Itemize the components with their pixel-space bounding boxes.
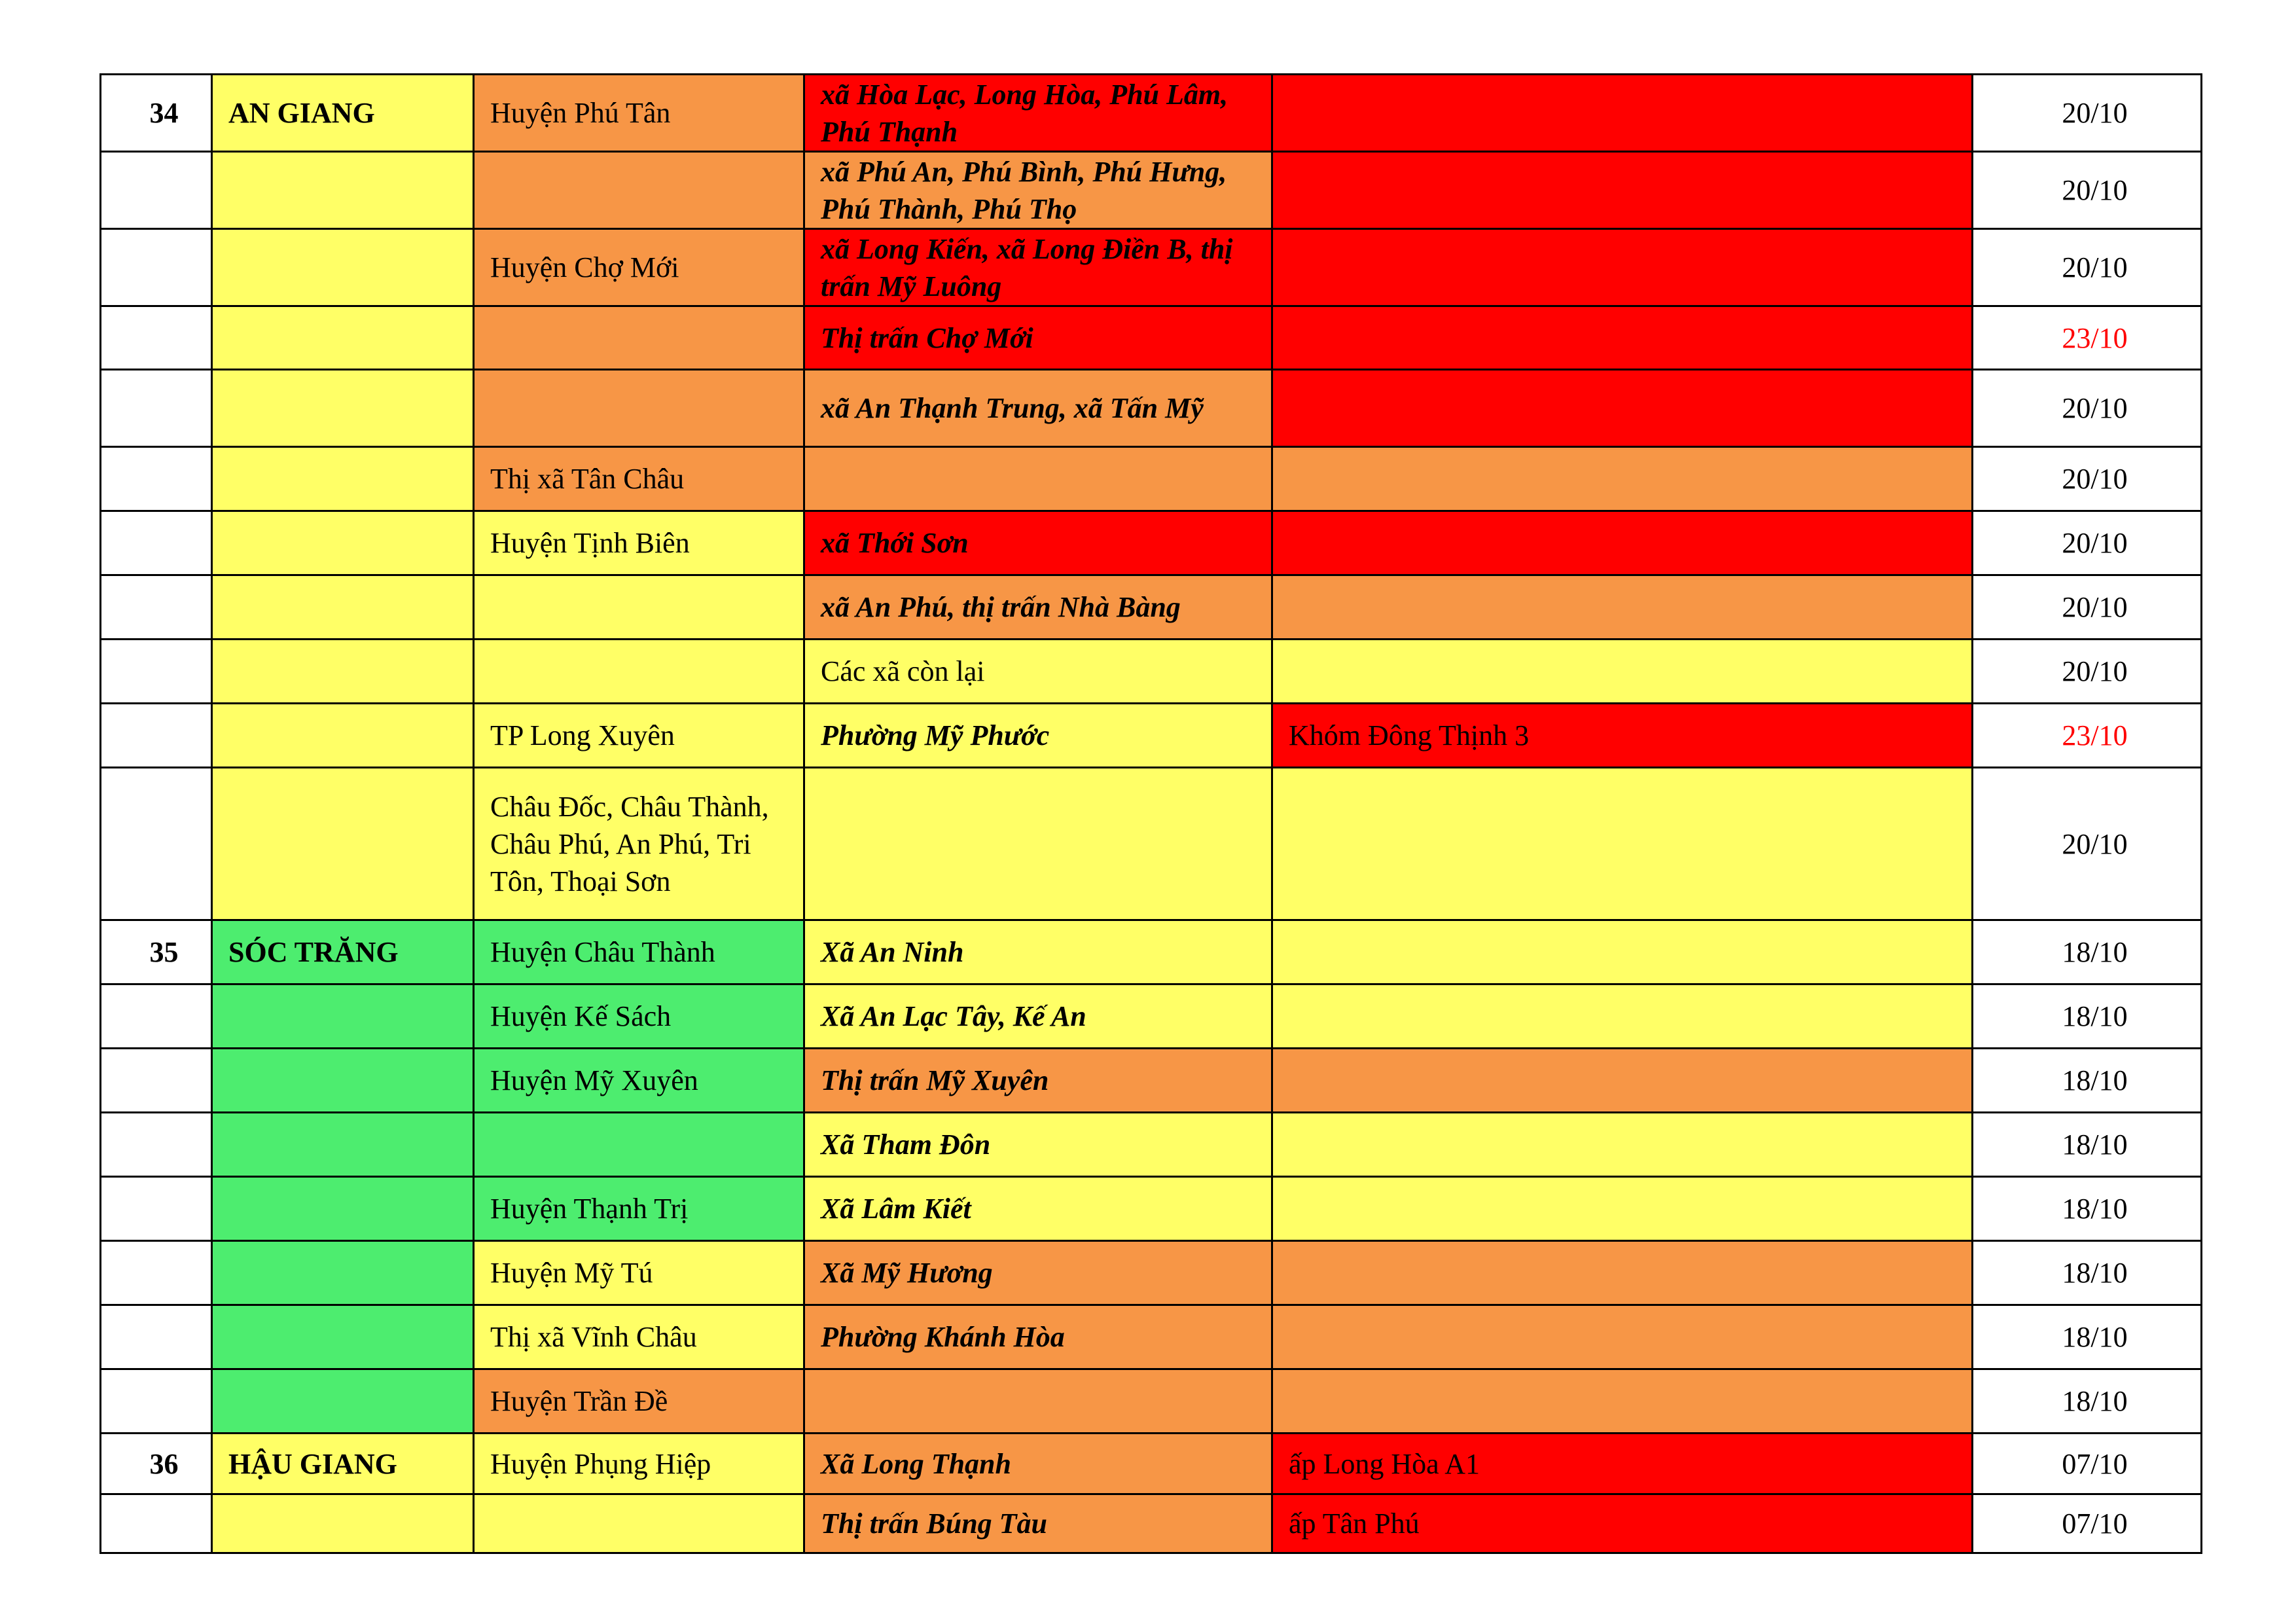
- date-cell: 20/10: [1973, 370, 2202, 447]
- province-cell: [212, 1113, 474, 1177]
- stt-cell: [101, 575, 212, 640]
- date-cell: 18/10: [1973, 1049, 2202, 1113]
- stt-cell: 36: [101, 1434, 212, 1494]
- date-cell: 07/10: [1973, 1494, 2202, 1553]
- province-cell: [212, 1305, 474, 1369]
- date-cell: 20/10: [1973, 511, 2202, 575]
- hamlet-cell: [1272, 75, 1973, 152]
- stt-cell: [101, 447, 212, 511]
- stt-cell: [101, 1177, 212, 1241]
- table-row: [101, 984, 2202, 1049]
- stt-cell: [101, 1494, 212, 1553]
- date-cell: 18/10: [1973, 920, 2202, 984]
- hamlet-cell: [1272, 1369, 1973, 1434]
- date-cell: 20/10: [1973, 229, 2202, 306]
- hamlet-cell: [1272, 1049, 1973, 1113]
- stt-cell: 35: [101, 920, 212, 984]
- ward-cell: Các xã còn lại: [804, 640, 1272, 704]
- stt-cell: [101, 1049, 212, 1113]
- hamlet-cell: [1272, 152, 1973, 229]
- province-cell: AN GIANG: [212, 75, 474, 152]
- province-cell: HẬU GIANG: [212, 1434, 474, 1494]
- stt-cell: [101, 511, 212, 575]
- district-cell: [474, 640, 804, 704]
- ward-cell: xã Thới Sơn: [804, 511, 1272, 575]
- table-row: [101, 1369, 2202, 1434]
- hamlet-cell: Khóm Đông Thịnh 3: [1272, 704, 1973, 768]
- province-cell: [212, 370, 474, 447]
- date-cell: 18/10: [1973, 1177, 2202, 1241]
- table-row: [101, 1434, 2202, 1494]
- district-cell: [474, 152, 804, 229]
- stt-cell: [101, 1113, 212, 1177]
- table-row: [101, 1177, 2202, 1241]
- district-cell: [474, 306, 804, 370]
- district-cell: Huyện Chợ Mới: [474, 229, 804, 306]
- ward-cell: Thị trấn Búng Tàu: [804, 1494, 1272, 1553]
- hamlet-cell: [1272, 511, 1973, 575]
- hamlet-cell: [1272, 1241, 1973, 1305]
- table-row: [101, 575, 2202, 640]
- table-row: [101, 1049, 2202, 1113]
- district-cell: Huyện Trần Đề: [474, 1369, 804, 1434]
- district-cell: Huyện Châu Thành: [474, 920, 804, 984]
- hamlet-cell: [1272, 984, 1973, 1049]
- date-cell: 18/10: [1973, 1305, 2202, 1369]
- date-cell: 18/10: [1973, 984, 2202, 1049]
- hamlet-cell: ấp Tân Phú: [1272, 1494, 1973, 1553]
- province-cell: [212, 1177, 474, 1241]
- ward-cell: Xã Lâm Kiết: [804, 1177, 1272, 1241]
- province-cell: [212, 704, 474, 768]
- ward-cell: Phường Khánh Hòa: [804, 1305, 1272, 1369]
- table-row: [101, 370, 2202, 447]
- hamlet-cell: [1272, 1177, 1973, 1241]
- table-row: [101, 1113, 2202, 1177]
- ward-cell: xã Long Kiến, xã Long Điền B, thị trấn Mỹ Luông: [804, 229, 1272, 306]
- table-row: [101, 1305, 2202, 1369]
- province-cell: SÓC TRĂNG: [212, 920, 474, 984]
- hamlet-cell: [1272, 306, 1973, 370]
- stt-cell: [101, 704, 212, 768]
- stt-cell: [101, 640, 212, 704]
- district-cell: [474, 1113, 804, 1177]
- date-cell: 23/10: [1973, 306, 2202, 370]
- district-cell: Huyện Thạnh Trị: [474, 1177, 804, 1241]
- table-row: [101, 1241, 2202, 1305]
- hamlet-cell: [1272, 229, 1973, 306]
- table-row: [101, 447, 2202, 511]
- date-cell: 20/10: [1973, 152, 2202, 229]
- ward-cell: [804, 447, 1272, 511]
- ward-cell: Xã Long Thạnh: [804, 1434, 1272, 1494]
- district-cell: Huyện Phụng Hiệp: [474, 1434, 804, 1494]
- stt-cell: [101, 370, 212, 447]
- stt-cell: [101, 1305, 212, 1369]
- ward-cell: xã An Phú, thị trấn Nhà Bàng: [804, 575, 1272, 640]
- province-cell: [212, 1369, 474, 1434]
- date-cell: 18/10: [1973, 1113, 2202, 1177]
- table-row: [101, 640, 2202, 704]
- province-cell: [212, 984, 474, 1049]
- ward-cell: xã Phú An, Phú Bình, Phú Hưng, Phú Thành, Phú Thọ: [804, 152, 1272, 229]
- date-cell: 20/10: [1973, 447, 2202, 511]
- date-cell: 20/10: [1973, 575, 2202, 640]
- ward-cell: xã An Thạnh Trung, xã Tấn Mỹ: [804, 370, 1272, 447]
- hamlet-cell: [1272, 370, 1973, 447]
- province-cell: [212, 152, 474, 229]
- date-cell: 07/10: [1973, 1434, 2202, 1494]
- stt-cell: [101, 306, 212, 370]
- province-cell: [212, 640, 474, 704]
- hamlet-cell: [1272, 1113, 1973, 1177]
- stt-cell: [101, 1369, 212, 1434]
- district-cell: Huyện Tịnh Biên: [474, 511, 804, 575]
- date-cell: 20/10: [1973, 640, 2202, 704]
- ward-cell: [804, 768, 1272, 920]
- stt-cell: 34: [101, 75, 212, 152]
- district-cell: Huyện Kế Sách: [474, 984, 804, 1049]
- district-cell: Thị xã Tân Châu: [474, 447, 804, 511]
- province-cell: [212, 1049, 474, 1113]
- ward-cell: xã Hòa Lạc, Long Hòa, Phú Lâm, Phú Thạnh: [804, 75, 1272, 152]
- province-cell: [212, 1494, 474, 1553]
- table-row: [101, 306, 2202, 370]
- district-cell: Thị xã Vĩnh Châu: [474, 1305, 804, 1369]
- ward-cell: Xã An Lạc Tây, Kế An: [804, 984, 1272, 1049]
- ward-cell: Phường Mỹ Phước: [804, 704, 1272, 768]
- hamlet-cell: [1272, 447, 1973, 511]
- table-row: [101, 1494, 2202, 1553]
- province-cell: [212, 575, 474, 640]
- ward-cell: Thị trấn Mỹ Xuyên: [804, 1049, 1272, 1113]
- stt-cell: [101, 152, 212, 229]
- district-cell: Châu Đốc, Châu Thành, Châu Phú, An Phú, Tri Tôn, Thoại Sơn: [474, 768, 804, 920]
- ward-cell: Thị trấn Chợ Mới: [804, 306, 1272, 370]
- date-cell: 20/10: [1973, 768, 2202, 920]
- province-cell: [212, 1241, 474, 1305]
- covid-level-table: [99, 73, 2202, 1554]
- district-cell: [474, 1494, 804, 1553]
- hamlet-cell: [1272, 768, 1973, 920]
- table-row: [101, 75, 2202, 152]
- date-cell: 23/10: [1973, 704, 2202, 768]
- ward-cell: Xã Mỹ Hương: [804, 1241, 1272, 1305]
- district-cell: Huyện Mỹ Tú: [474, 1241, 804, 1305]
- district-cell: Huyện Mỹ Xuyên: [474, 1049, 804, 1113]
- ward-cell: [804, 1369, 1272, 1434]
- district-cell: [474, 575, 804, 640]
- hamlet-cell: [1272, 575, 1973, 640]
- stt-cell: [101, 229, 212, 306]
- province-cell: [212, 229, 474, 306]
- ward-cell: Xã An Ninh: [804, 920, 1272, 984]
- table-row: [101, 511, 2202, 575]
- hamlet-cell: [1272, 640, 1973, 704]
- hamlet-cell: [1272, 1305, 1973, 1369]
- table-row: [101, 920, 2202, 984]
- province-cell: [212, 511, 474, 575]
- stt-cell: [101, 984, 212, 1049]
- table-row: [101, 152, 2202, 229]
- district-cell: Huyện Phú Tân: [474, 75, 804, 152]
- date-cell: 18/10: [1973, 1369, 2202, 1434]
- province-cell: [212, 306, 474, 370]
- table-row: [101, 704, 2202, 768]
- district-cell: TP Long Xuyên: [474, 704, 804, 768]
- ward-cell: Xã Tham Đôn: [804, 1113, 1272, 1177]
- stt-cell: [101, 1241, 212, 1305]
- province-cell: [212, 447, 474, 511]
- stt-cell: [101, 768, 212, 920]
- hamlet-cell: [1272, 920, 1973, 984]
- district-cell: [474, 370, 804, 447]
- table-row: [101, 229, 2202, 306]
- table-row: [101, 768, 2202, 920]
- province-cell: [212, 768, 474, 920]
- date-cell: 18/10: [1973, 1241, 2202, 1305]
- date-cell: 20/10: [1973, 75, 2202, 152]
- hamlet-cell: ấp Long Hòa A1: [1272, 1434, 1973, 1494]
